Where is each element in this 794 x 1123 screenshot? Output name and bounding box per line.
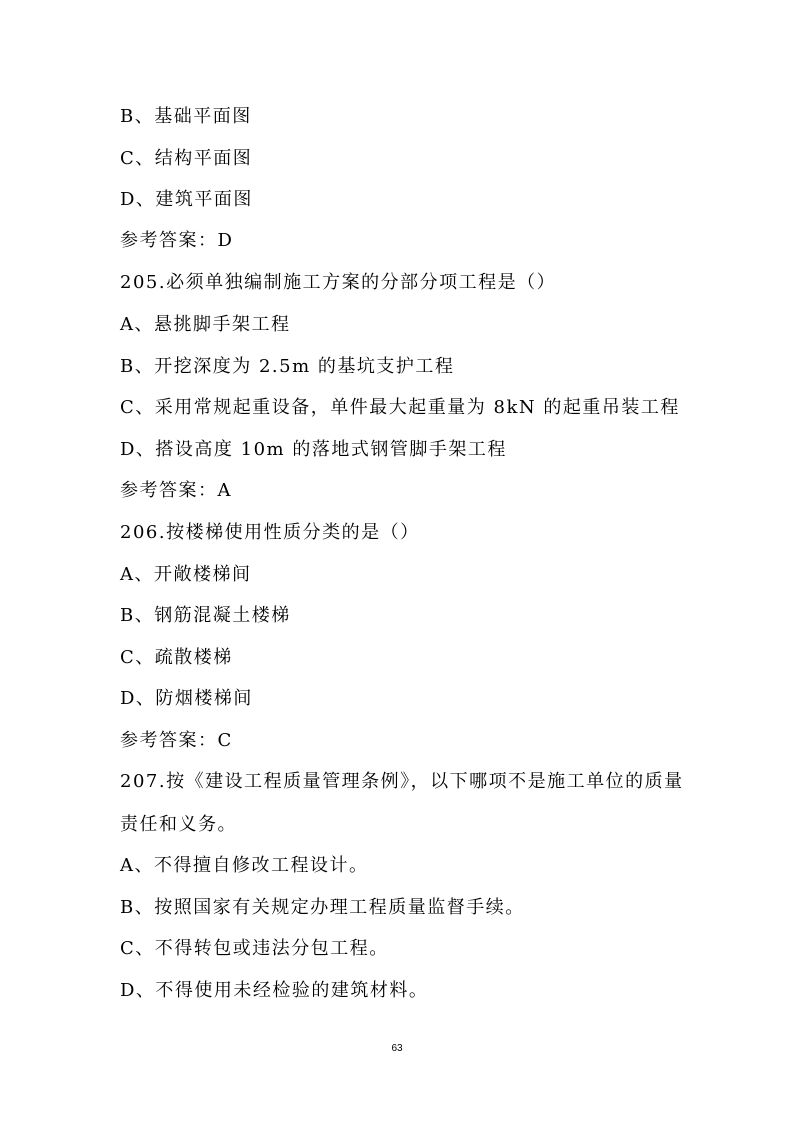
option-c-text: C、结构平面图 (120, 148, 253, 169)
question-206: 206.按楼梯使用性质分类的是（） (120, 522, 420, 543)
option-c-text: C、不得转包或违法分包工程。 (120, 938, 389, 959)
question-207: 207.按《建设工程质量管理条例》，以下哪项不是施工单位的质量 (120, 771, 684, 792)
answer-text: 参考答案：A (120, 480, 232, 501)
option-d-text: D、防烟楼梯间 (120, 688, 253, 709)
answer-text: 参考答案：C (120, 730, 233, 751)
option-a-text: A、开敞楼梯间 (120, 564, 252, 585)
answer-text: 参考答案：D (120, 230, 234, 251)
option-b-text: B、基础平面图 (120, 106, 252, 127)
option-c-text: C、采用常规起重设备，单件最大起重量为 8kN 的起重吊装工程 (120, 397, 680, 418)
question-207-continued: 责任和义务。 (120, 814, 237, 835)
option-c-text: C、疏散楼梯 (120, 647, 233, 668)
question-205: 205.必须单独编制施工方案的分部分项工程是（） (120, 272, 557, 293)
option-b-text: B、按照国家有关规定办理工程质量监督手续。 (120, 897, 525, 918)
option-a-text: A、不得擅自修改工程设计。 (120, 855, 369, 876)
option-a-text: A、悬挑脚手架工程 (120, 314, 291, 335)
option-d-text: D、不得使用未经检验的建筑材料。 (120, 980, 429, 1001)
option-d-text: D、搭设高度 10m 的落地式钢管脚手架工程 (120, 439, 507, 460)
page-number: 63 (391, 1043, 403, 1054)
option-b-text: B、开挖深度为 2.5m 的基坑支护工程 (120, 356, 455, 377)
option-d-text: D、建筑平面图 (120, 189, 253, 210)
option-b-text: B、钢筋混凝土楼梯 (120, 605, 291, 626)
